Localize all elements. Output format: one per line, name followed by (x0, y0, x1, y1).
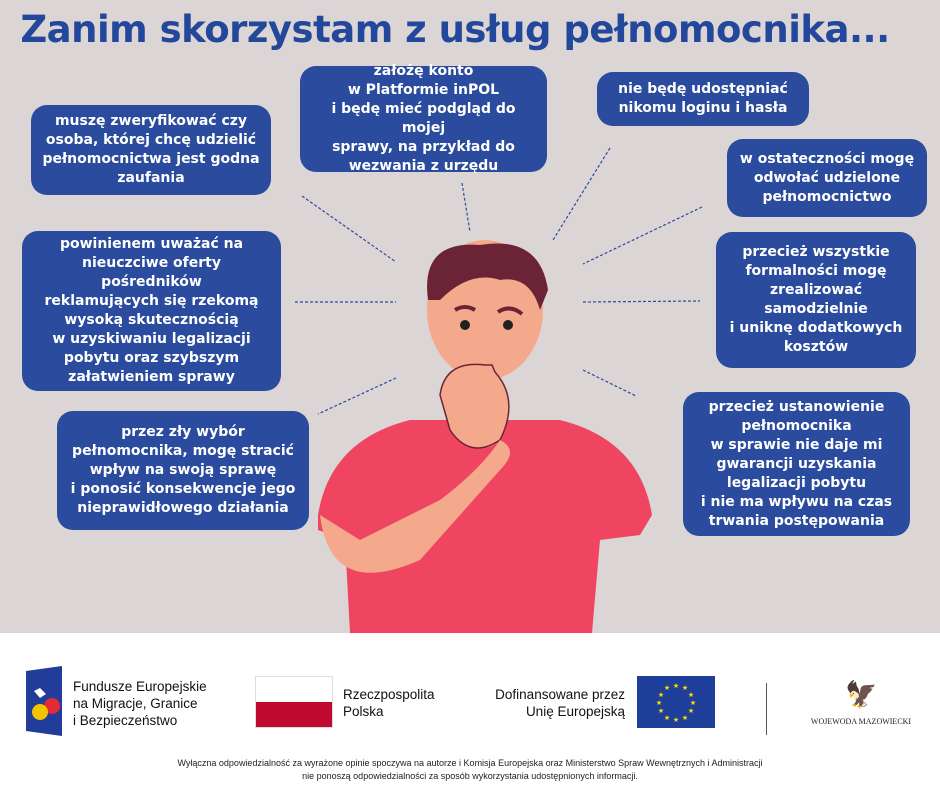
svg-text:★: ★ (663, 714, 671, 722)
rp-logo-text: Rzeczpospolita Polska (343, 687, 435, 719)
svg-text:★: ★ (657, 707, 665, 715)
eagle-emblem-icon: 🦅 (845, 680, 878, 710)
svg-text:★: ★ (681, 714, 689, 722)
eu-flag-icon (637, 676, 715, 728)
divider (766, 683, 767, 735)
tip-bubble-login-password: nie będę udostępniać nikomu loginu i hasła (597, 72, 809, 126)
svg-text:★: ★ (657, 691, 665, 699)
svg-text:★: ★ (663, 684, 671, 692)
fe-logo-icon (26, 666, 62, 736)
svg-text:★: ★ (687, 691, 695, 699)
svg-text:★: ★ (689, 699, 697, 707)
svg-text:★: ★ (672, 682, 680, 690)
svg-text:★: ★ (687, 707, 695, 715)
eu-logo-text: Dofinansowane przez Unię Europejską (495, 687, 625, 719)
svg-text:★: ★ (655, 699, 663, 707)
svg-text:★: ★ (672, 716, 680, 724)
tip-bubble-bad-choice: przez zły wybór pełnomocnika, mogę stracić wpływ na swoją sprawę i ponosić konsekwencje jego nieprawidłowego działania (57, 411, 309, 530)
tip-bubble-inpol-account: założę konto w Platformie inPOL i będę mieć podgląd do mojej sprawy, na przykład do wezwania z urzędu (300, 66, 547, 172)
wojewoda-logo-text: WOJEWODA MAZOWIECKI (810, 717, 912, 726)
polish-flag-icon (255, 676, 333, 728)
svg-text:★: ★ (681, 684, 689, 692)
tip-bubble-no-guarantee: przecież ustanowienie pełnomocnika w sprawie nie daje mi gwarancji uzyskania legalizacji pobytu i nie ma wpływu na czas trwania postępowania (683, 392, 910, 536)
page-title: Zanim skorzystam z usług pełnomocnika... (20, 8, 890, 51)
tip-bubble-dishonest-offers: powinienem uważać na nieuczciwe oferty pośredników reklamujących się rzekomą wysoką skutecznością w uzyskiwaniu legalizacji pobytu oraz szybszym załatwieniem sprawy (22, 231, 281, 391)
tip-bubble-revoke: w ostateczności mogę odwołać udzielone pełnomocnictwo (727, 139, 927, 217)
fe-logo-text: Fundusze Europejskie na Migracje, Granice i Bezpieczeństwo (73, 679, 207, 728)
tip-bubble-self-service: przecież wszystkie formalności mogę zrealizować samodzielnie i uniknę dodatkowych kosztów (716, 232, 916, 368)
disclaimer-text: Wyłączna odpowiedzialność za wyrażone opinie spoczywa na autorze i Komisja Europejska oraz Ministerstwo Spraw Wewnętrznych i Administracji nie ponoszą odpowiedzialności za sposób wykorzystania udostępnionych informacji. (177, 758, 763, 781)
tip-bubble-verify-trust: muszę zweryfikować czy osoba, której chcę udzielić pełnomocnictwa jest godna zaufania (31, 105, 271, 195)
